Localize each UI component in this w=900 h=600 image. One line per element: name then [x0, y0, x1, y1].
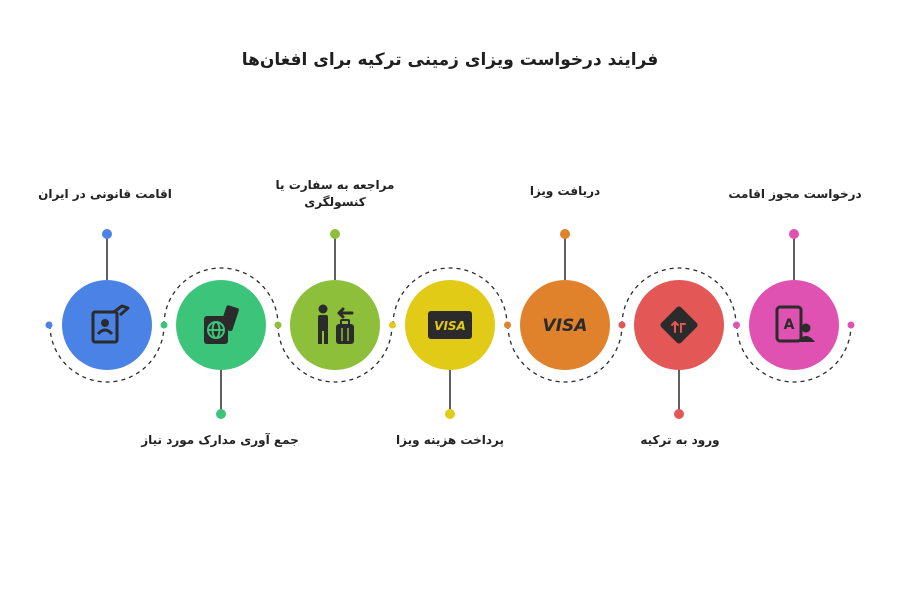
join-dot [504, 322, 511, 329]
stem-dot [789, 229, 799, 239]
step-7-label: درخواست مجوز اقامت [728, 187, 862, 201]
join-dot [619, 322, 626, 329]
step-3-circle [290, 280, 380, 370]
passport-id-icon [62, 280, 152, 370]
stem-dot [102, 229, 112, 239]
traveler-luggage-icon [290, 280, 380, 370]
join-dot [46, 322, 53, 329]
stem-dot [330, 229, 340, 239]
join-dot [848, 322, 855, 329]
stem-dot [674, 409, 684, 419]
svg-text:VISA: VISA [542, 316, 588, 336]
join-dot [161, 322, 168, 329]
svg-text:VISA: VISA [434, 319, 466, 333]
stem-dot [445, 409, 455, 419]
visa-text-icon [520, 280, 610, 370]
step-1-circle [62, 280, 152, 370]
step-6-label: ورود به ترکیه [640, 433, 720, 447]
resident-permit-icon [749, 280, 839, 370]
join-dot [733, 322, 740, 329]
step-1-label: اقامت قانونی در ایران [38, 187, 172, 201]
direction-sign-icon [634, 280, 724, 370]
step-5-circle [520, 280, 610, 370]
step-4-circle [405, 280, 495, 370]
join-dot [389, 322, 396, 329]
step-2-label: جمع آوری مدارک مورد نیاز [141, 433, 299, 447]
step-3-label: مراجعه به سفارت یا کنسولگری [275, 178, 395, 209]
step-6-circle [634, 280, 724, 370]
step-2-circle [176, 280, 266, 370]
step-4-label: پرداخت هزینه ویزا [396, 433, 504, 447]
svg-text:A: A [783, 317, 795, 333]
page-title: فرایند درخواست ویزای زمینی ترکیه برای افغان‌ها [241, 50, 659, 70]
join-dot [275, 322, 282, 329]
step-5-label: دریافت ویزا [529, 184, 601, 198]
visa-card-icon [405, 280, 495, 370]
stem-dot [216, 409, 226, 419]
passport-tickets-icon [176, 280, 266, 370]
step-7-circle [749, 280, 839, 370]
stem-dot [560, 229, 570, 239]
